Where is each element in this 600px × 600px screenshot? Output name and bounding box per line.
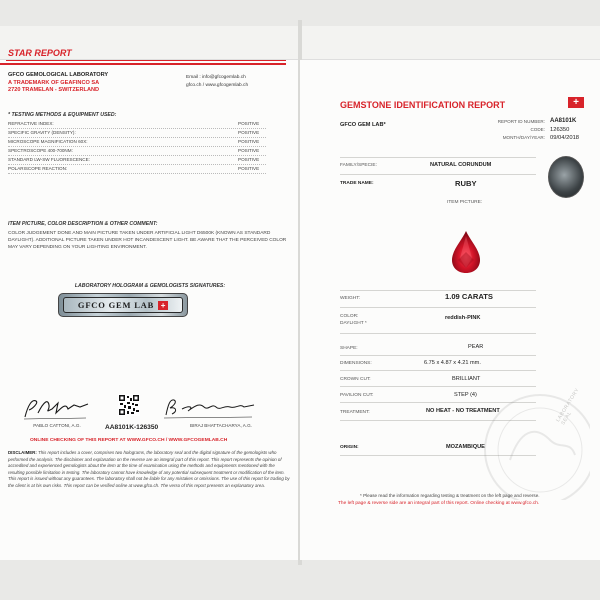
treatment-value: NO HEAT - NO TREATMENT: [426, 408, 500, 414]
lab-name: GFCO GEMOLOGICAL LABORATORY: [8, 72, 109, 78]
color-description: COLOR JUDGEMENT DONE AND MAIN PICTURE TAKEN UNDER ARTIFICIAL LIGHT D6500K (KNOWN AS STANDARD DAYLIGHT). ADDITIONAL PICTURE TAKEN UNDER HOT INCANDESCENT LIGHT. BE AWARE THAT THE PERCEIVED COLOR MAY VARY DEPENDING ON YOUR LIGHTING ENVIRONMENT.: [8, 231, 287, 250]
dimensions-value: 6.75 x 4.87 x 4.21 mm.: [424, 360, 481, 366]
laboratory-seal-text: LABORATORY SEAL: [555, 387, 581, 427]
crown-cut-label: CROWN CUT:: [340, 377, 371, 382]
report-id: AA8101K: [550, 118, 577, 124]
disclaimer-text: This report includes a cover, comprises two holograms, the laboratory seal and the digital signature of the gemologists who performed the analysis. The disclaimer and explanation on the reverse are an integral part of this report. This report represents the opinion of accredited and experienced gemologists about the item at the time of examination using the methods and equipments mentioned with the resulting possible limitation in testing. The laboratory cannot have knowledge of any potential subsequent treatment or modification of the item. This report is issued without any guarantees. The laboratory shall not be liable for any mistakes or omissions. The use of this report for trading by the client is at his own risks. This report can be verified online at www.gfco.ch. The verso of this report presents an explanatory area.: [8, 450, 290, 488]
hologram-sticker: [58, 293, 188, 317]
method-row: STANDARD LW-SW FLUORESCENCE: POSITIVE: [8, 156, 266, 165]
qr-code-icon[interactable]: [118, 394, 140, 416]
online-check-right[interactable]: The left page & reverse side are an integral part of this report. Online checking at www.gfco.ch.: [338, 501, 540, 506]
lab-website[interactable]: gfco.ch / www.gfcogemlab.ch: [186, 83, 249, 88]
report-code: 126350: [550, 126, 570, 133]
method-row: REFRACTIVE INDEX: POSITIVE: [8, 120, 266, 129]
method-row: SPECIFIC GRAVITY (DENSITY): POSITIVE: [8, 129, 266, 138]
pavilion-cut-value: STEP (4): [454, 392, 477, 398]
methods-list: [8, 120, 266, 174]
weight-label: WEIGHT:: [340, 296, 360, 301]
lab-trademark: A TRADEMARK OF GEAFINCO SA: [8, 79, 100, 86]
disclaimer-label: DISCLAIMER:: [8, 450, 37, 455]
gfco-gem-lab: GFCO GEM LAB*: [340, 122, 386, 128]
footnote: * Please read the information regarding testing & treatment on the left page and reverse.: [360, 493, 540, 498]
hologram-text: GFCO GEM LAB: [77, 300, 155, 310]
trade-value: RUBY: [455, 179, 477, 188]
weight-value: 1.09 CARATS: [445, 292, 493, 301]
method-row: MICROSCOPE MAGNIFICATION 60X: POSITIVE: [8, 138, 266, 147]
methods-title: * TESTING METHODS & EQUIPMENT USED:: [8, 112, 117, 118]
family-label: FAMILY/SPECIE:: [340, 163, 377, 168]
family-value: NATURAL CORUNDUM: [430, 162, 492, 168]
trade-label: TRADE NAME:: [340, 181, 374, 186]
star-rule: [6, 60, 286, 61]
swiss-flag-icon: +: [568, 97, 584, 108]
lab-contact: [186, 74, 248, 90]
lab-seal-watermark-icon: [420, 380, 590, 500]
crown-cut-value: BRILLIANT: [452, 376, 481, 382]
gemstone-report-title: GEMSTONE IDENTIFICATION REPORT: [340, 100, 506, 110]
hologram-title: LABORATORY HOLOGRAM & GEMOLOGISTS SIGNATURES:: [74, 283, 226, 289]
star-report-title: STAR REPORT: [8, 48, 72, 58]
pavilion-cut-label: PAVILION CUT:: [340, 393, 374, 398]
signature-cattoni-icon: [22, 395, 92, 421]
picture-comment-title: ITEM PICTURE, COLOR DESCRIPTION & OTHER COMMENT:: [8, 221, 158, 227]
color-label: COLOR:: [340, 314, 359, 319]
report-date: 09/04/2018: [550, 135, 580, 141]
top-rule: [0, 63, 286, 65]
origin-value: MOZAMBIQUE: [446, 444, 485, 450]
signature-bhattacharya-icon: [160, 395, 260, 421]
certificate-code: AA8101K-126350: [105, 424, 159, 431]
origin-label: ORIGIN:: [340, 445, 359, 450]
shape-label: SHAPE:: [340, 346, 358, 351]
ruby-gemstone-icon: [450, 230, 482, 274]
swiss-cross-icon: +: [158, 301, 168, 310]
report-meta-labels: REPORT ID NUMBER: CODE: MONTH/DAY/YEAR:: [497, 119, 545, 140]
daylight-label: DAYLIGHT *: [340, 321, 367, 326]
hologram-seal-icon: [548, 156, 584, 198]
treatment-label: TREATMENT:: [340, 410, 370, 415]
signer-bhattacharya: BIRAJ BHATTACHARYA, A.G.: [190, 423, 252, 428]
disclaimer: [8, 450, 292, 490]
method-row: SPECTROSCOPE 400-700NM: POSITIVE: [8, 147, 266, 156]
color-value: reddish-PINK: [445, 315, 481, 321]
lab-address: 2720 TRAMELAN - SWITZERLAND: [8, 87, 100, 93]
online-check-left[interactable]: ONLINE CHECKING OF THIS REPORT AT WWW.GFCO.CH / WWW.GFCOGEMLAB.CH: [30, 438, 228, 443]
dimensions-label: DIMENSIONS:: [340, 361, 372, 366]
signer-cattoni: PABLO CATTONI, A.G.: [33, 423, 81, 428]
shape-value: PEAR: [468, 344, 484, 350]
item-picture-label: ITEM PICTURE:: [447, 200, 483, 205]
method-row: POLARISCOPE REACTION: POSITIVE: [8, 165, 266, 174]
lab-email[interactable]: Email : info@gfcogemlab.ch: [186, 75, 246, 80]
lab-block: [8, 72, 108, 95]
report-meta-values: [550, 117, 579, 143]
